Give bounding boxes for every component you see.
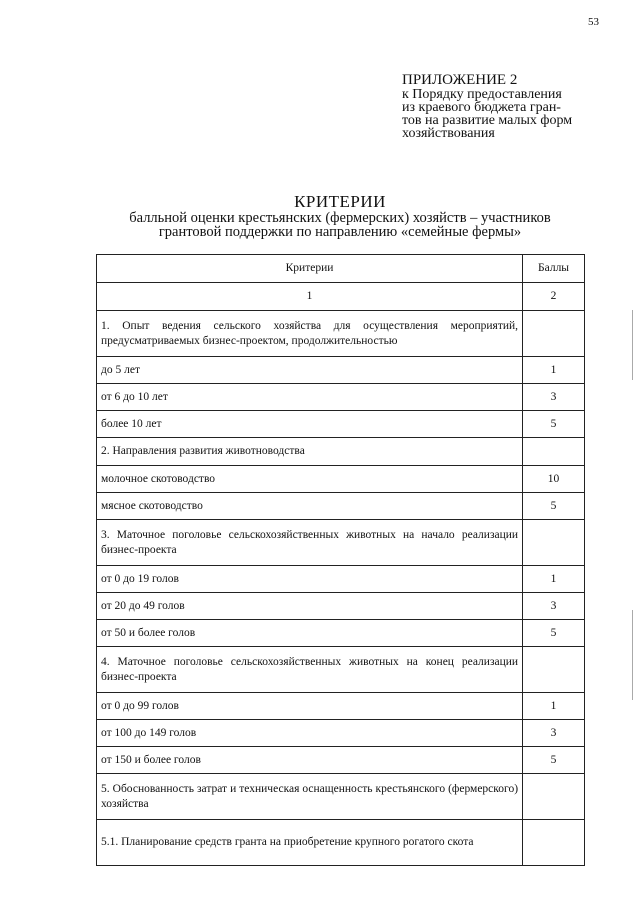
score-cell [523, 820, 585, 866]
score-cell: 5 [523, 747, 585, 774]
table-row [97, 493, 585, 520]
criterion-cell: 5.1. Планирование средств гранта на приобретение крупного рогатого скота [97, 820, 523, 866]
score-cell: 5 [523, 620, 585, 647]
score-cell [523, 520, 585, 566]
table-row [97, 411, 585, 438]
score-cell [523, 647, 585, 693]
criterion-cell: 3. Маточное поголовье сельскохозяйственных животных на начало реализации бизнес-проекта [97, 520, 523, 566]
criterion-cell: более 10 лет [97, 411, 523, 438]
table-row [97, 720, 585, 747]
score-cell: 3 [523, 384, 585, 411]
table-row [97, 693, 585, 720]
table-row [97, 566, 585, 593]
score-cell: 1 [523, 357, 585, 384]
appendix-title: ПРИЛОЖЕНИЕ 2 [402, 72, 518, 88]
table-row [97, 384, 585, 411]
criterion-cell: от 0 до 19 голов [97, 566, 523, 593]
table-row [97, 774, 585, 820]
criteria-table [96, 254, 585, 866]
column-number-1: 1 [97, 283, 523, 311]
table-row [97, 438, 585, 466]
criterion-cell: от 150 и более голов [97, 747, 523, 774]
table-row [97, 357, 585, 384]
criterion-cell: 5. Обоснованность затрат и техническая оснащенность крестьянского (фермерского) хозяйства [97, 774, 523, 820]
document-title: КРИТЕРИИ [294, 192, 386, 211]
document-subtitle-line: балльной оценки крестьянских (фермерских) хозяйств – участников [129, 210, 551, 226]
header-criteria: Критерии [97, 255, 523, 283]
score-cell: 3 [523, 720, 585, 747]
table-row [97, 466, 585, 493]
appendix-line: хозяйствования [402, 126, 495, 141]
scan-edge-mark [632, 310, 633, 380]
table-row [97, 311, 585, 357]
score-cell: 1 [523, 566, 585, 593]
score-cell [523, 438, 585, 466]
table-row [97, 647, 585, 693]
criterion-cell: от 50 и более голов [97, 620, 523, 647]
column-number-2: 2 [523, 283, 585, 311]
score-cell [523, 774, 585, 820]
table-row [97, 593, 585, 620]
criterion-cell: мясное скотоводство [97, 493, 523, 520]
table-column-number-row [97, 283, 585, 311]
table-row [97, 520, 585, 566]
header-score: Баллы [523, 255, 585, 283]
score-cell: 1 [523, 693, 585, 720]
criterion-cell: 2. Направления развития животноводства [97, 438, 523, 466]
criterion-cell: 1. Опыт ведения сельского хозяйства для осуществления мероприятий, предусматриваемых бизнес-проектом, продолжительностью [97, 311, 523, 357]
criterion-cell: от 0 до 99 голов [97, 693, 523, 720]
score-cell: 5 [523, 411, 585, 438]
table-row [97, 747, 585, 774]
criterion-cell: молочное скотоводство [97, 466, 523, 493]
criterion-cell: 4. Маточное поголовье сельскохозяйственных животных на конец реализации бизнес-проекта [97, 647, 523, 693]
scan-edge-mark [632, 610, 633, 700]
criterion-cell: от 100 до 149 голов [97, 720, 523, 747]
criterion-cell: от 20 до 49 голов [97, 593, 523, 620]
document-subtitle-line: грантовой поддержки по направлению «семейные фермы» [158, 224, 522, 240]
appendix-line: тов на развитие малых форм [402, 113, 573, 128]
appendix-line: к Порядку предоставления [402, 87, 562, 102]
score-cell: 3 [523, 593, 585, 620]
score-cell: 5 [523, 493, 585, 520]
table-header-row [97, 255, 585, 283]
criterion-cell: до 5 лет [97, 357, 523, 384]
document-heading [90, 193, 590, 239]
criterion-cell: от 6 до 10 лет [97, 384, 523, 411]
appendix-line: из краевого бюджета гран- [402, 100, 561, 115]
page-number: 53 [588, 16, 599, 28]
table-row [97, 620, 585, 647]
appendix-block [402, 74, 602, 140]
score-cell [523, 311, 585, 357]
score-cell: 10 [523, 466, 585, 493]
table-row [97, 820, 585, 866]
